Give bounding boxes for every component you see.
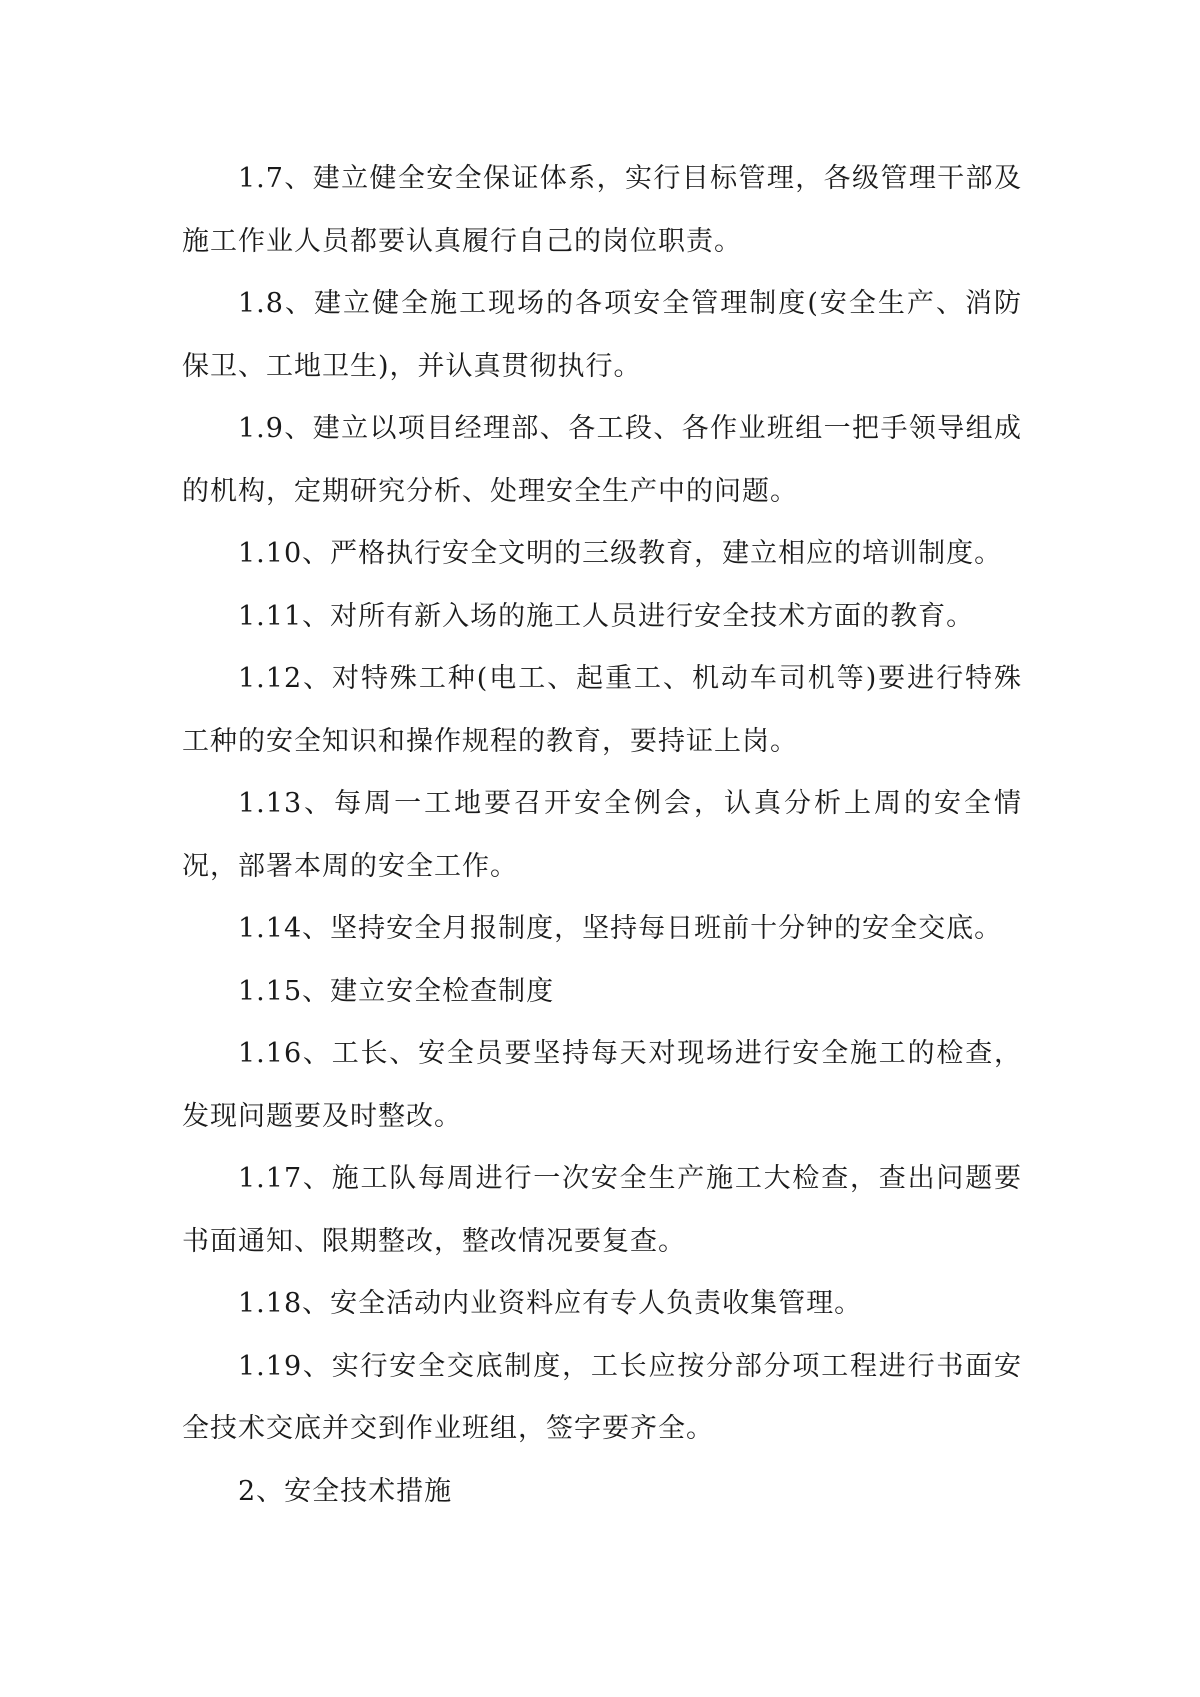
paragraph-1-8: 1.8、建立健全施工现场的各项安全管理制度(安全生产、消防保卫、工地卫生)，并认真贯彻执行。 <box>182 288 1022 382</box>
paragraph-1-12: 1.12、对特殊工种(电工、起重工、机动车司机等)要进行特殊工种的安全知识和操作规程的教育，要持证上岗。 <box>182 663 1022 757</box>
paragraph-1-18: 1.18、安全活动内业资料应有专人负责收集管理。 <box>238 1288 863 1319</box>
paragraph-1-10: 1.10、严格执行安全文明的三级教育，建立相应的培训制度。 <box>238 538 1003 569</box>
paragraph-1-17: 1.17、施工队每周进行一次安全生产施工大检查，查出问题要书面通知、限期整改，整改情况要复查。 <box>182 1163 1022 1257</box>
paragraph-1-11: 1.11、对所有新入场的施工人员进行安全技术方面的教育。 <box>238 600 975 632</box>
paragraph-1-16: 1.16、工长、安全员要坚持每天对现场进行安全施工的检查，发现问题要及时整改。 <box>182 1038 1022 1132</box>
paragraph-1-19: 1.19、实行安全交底制度，工长应按分部分项工程进行书面安全技术交底并交到作业班组，签字要齐全。 <box>182 1350 1022 1444</box>
document-body <box>182 148 1022 1523</box>
paragraph-1-14: 1.14、坚持安全月报制度，坚持每日班前十分钟的安全交底。 <box>238 913 1003 944</box>
paragraph-1-13: 1.13、每周一工地要召开安全例会，认真分析上周的安全情况，部署本周的安全工作。 <box>182 788 1022 882</box>
paragraph-1-7: 1.7、建立健全安全保证体系，实行目标管理，各级管理干部及施工作业人员都要认真履行自己的岗位职责。 <box>182 163 1022 257</box>
paragraph-1-9: 1.9、建立以项目经理部、各工段、各作业班组一把手领导组成的机构，定期研究分析、处理安全生产中的问题。 <box>182 413 1022 507</box>
section-heading-2: 2、安全技术措施 <box>238 1475 453 1507</box>
paragraph-1-15: 1.15、建立安全检查制度 <box>238 975 555 1007</box>
